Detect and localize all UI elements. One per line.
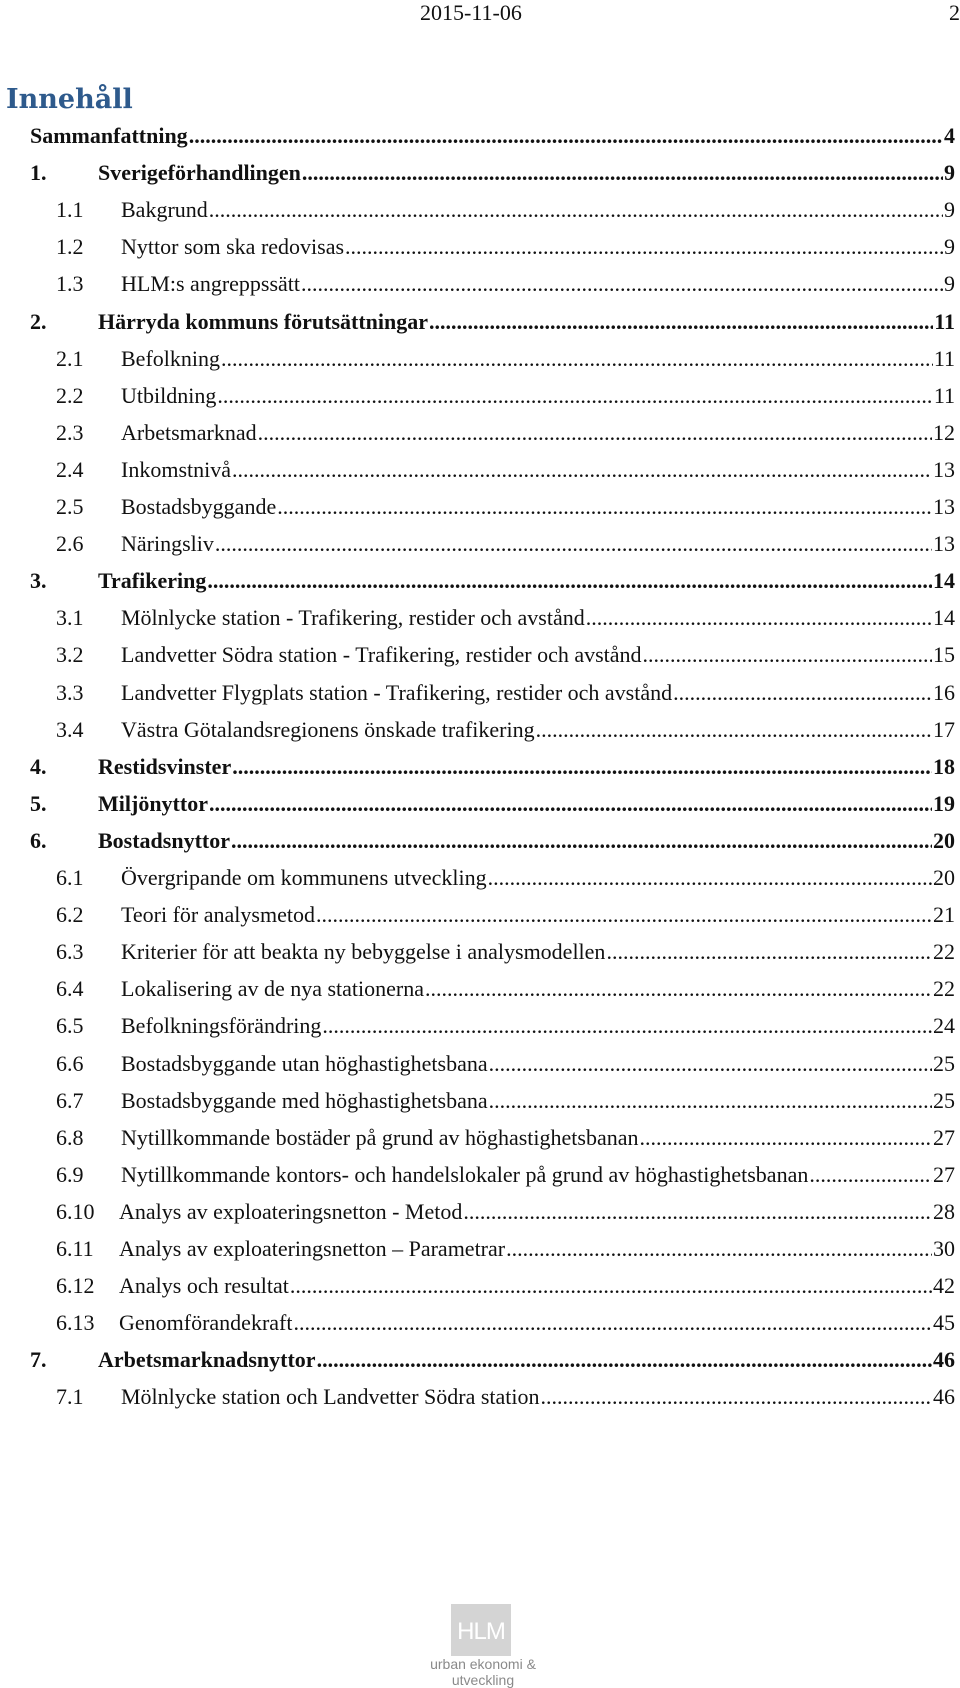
toc-entry-number: 1.2 xyxy=(56,234,84,259)
toc-entry-title: Nytillkommande bostäder på grund av höghastighetsbanan xyxy=(121,1125,639,1150)
toc-dot-leader xyxy=(209,790,932,818)
toc-entry-line xyxy=(121,1124,955,1152)
toc-entry-line xyxy=(121,456,955,484)
toc-entry-title: Arbetsmarknad xyxy=(121,420,257,445)
toc-dot-leader xyxy=(322,1012,932,1040)
toc-entry-title: Restidsvinster xyxy=(98,754,232,779)
toc-entry-page: 20 xyxy=(933,865,955,890)
toc-entry-page: 45 xyxy=(933,1310,955,1335)
toc-entry[interactable] xyxy=(0,864,960,892)
toc-entry-number: 3.2 xyxy=(56,642,84,667)
toc-entry-page: 9 xyxy=(944,197,955,222)
toc-entry-number: 6.8 xyxy=(56,1125,84,1150)
toc-entry-title: Analys av exploateringsnetton – Parametrar xyxy=(119,1236,506,1261)
toc-entry[interactable] xyxy=(0,604,960,632)
toc-entry-line xyxy=(121,938,955,966)
toc-entry-title: Analys av exploateringsnetton - Metod xyxy=(119,1199,463,1224)
toc-dot-leader xyxy=(231,827,932,855)
toc-dot-leader xyxy=(277,493,932,521)
toc-entry-line xyxy=(98,790,955,818)
toc-entry-page: 18 xyxy=(933,754,955,779)
toc-entry-title: Nytillkommande kontors- och handelslokaler på grund av höghastighetsbanan xyxy=(121,1162,809,1187)
toc-entry-page: 16 xyxy=(933,680,955,705)
toc-entry-title: Miljönyttor xyxy=(98,791,208,816)
toc-entry-title: Utbildning xyxy=(121,383,217,408)
toc-entry-page: 11 xyxy=(934,309,955,334)
toc-entry[interactable] xyxy=(0,122,960,150)
toc-entry-title: Befolkning xyxy=(121,346,220,371)
toc-entry-page: 13 xyxy=(933,531,955,556)
toc-entry-number: 7.1 xyxy=(56,1384,84,1409)
toc-entry-line xyxy=(98,827,955,855)
toc-dot-leader xyxy=(429,308,933,336)
toc-entry-number: 2. xyxy=(30,309,47,334)
toc-dot-leader xyxy=(221,345,933,373)
toc-dot-leader xyxy=(215,530,932,558)
toc-entry-line xyxy=(121,641,955,669)
toc-entry-line xyxy=(121,901,955,929)
toc-entry-line xyxy=(121,493,955,521)
toc-dot-leader xyxy=(586,604,932,632)
toc-entry-title: Befolkningsförändring xyxy=(121,1013,322,1038)
toc-entry-line xyxy=(121,604,955,632)
toc-entry-title: Mölnlycke station och Landvetter Södra station xyxy=(121,1384,540,1409)
toc-entry-number: 6. xyxy=(30,828,47,853)
toc-entry-number: 6.7 xyxy=(56,1088,84,1113)
toc-entry-number: 2.2 xyxy=(56,383,84,408)
toc-entry-title: Landvetter Södra station - Trafikering, restider och avstånd xyxy=(121,642,642,667)
toc-entry[interactable] xyxy=(0,1161,960,1189)
toc-entry-page: 17 xyxy=(933,717,955,742)
toc-entry-page: 46 xyxy=(933,1347,955,1372)
toc-entry-line xyxy=(121,419,955,447)
toc-entry[interactable] xyxy=(0,1309,960,1337)
toc-entry-page: 30 xyxy=(933,1236,955,1261)
toc-entry-number: 6.9 xyxy=(56,1162,84,1187)
toc-dot-leader xyxy=(189,122,943,150)
toc-entry[interactable] xyxy=(0,1346,960,1374)
toc-dot-leader xyxy=(536,716,932,744)
toc-dot-leader xyxy=(302,159,943,187)
toc-entry-title: Analys och resultat xyxy=(119,1273,289,1298)
toc-entry[interactable] xyxy=(0,1012,960,1040)
toc-entry-page: 14 xyxy=(933,568,955,593)
toc-entry[interactable] xyxy=(0,159,960,187)
toc-entry-title: Bakgrund xyxy=(121,197,208,222)
toc-entry-number: 2.6 xyxy=(56,531,84,556)
toc-entry-page: 42 xyxy=(933,1273,955,1298)
toc-entry-title: Sammanfattning xyxy=(30,123,188,148)
toc-entry[interactable] xyxy=(0,827,960,855)
toc-entry[interactable] xyxy=(0,1383,960,1411)
toc-entry-title: Mölnlycke station - Trafikering, restider och avstånd xyxy=(121,605,585,630)
toc-entry[interactable] xyxy=(0,382,960,410)
toc-dot-leader xyxy=(643,641,932,669)
logo-tagline: urban ekonomi & utveckling xyxy=(430,1656,536,1688)
toc-entry-line xyxy=(121,270,955,298)
toc-heading: Innehåll xyxy=(6,84,133,115)
toc-entry-number: 6.2 xyxy=(56,902,84,927)
header-page-number: 2 xyxy=(949,0,960,25)
toc-entry[interactable] xyxy=(0,270,960,298)
toc-entry-title: Övergripande om kommunens utveckling xyxy=(121,865,487,890)
toc-entry-line xyxy=(121,975,955,1003)
toc-entry-page: 4 xyxy=(944,123,955,148)
toc-entry-line xyxy=(98,753,955,781)
toc-entry[interactable] xyxy=(0,938,960,966)
toc-entry-line xyxy=(121,679,955,707)
toc-dot-leader xyxy=(345,233,943,261)
toc-entry-page: 9 xyxy=(944,160,955,185)
toc-dot-leader xyxy=(489,1050,932,1078)
toc-dot-leader xyxy=(489,1087,932,1115)
toc-entry-title: Bostadsbyggande utan höghastighetsbana xyxy=(121,1051,488,1076)
toc-entry-line xyxy=(121,864,955,892)
toc-entry-line xyxy=(121,1087,955,1115)
toc-entry[interactable] xyxy=(0,456,960,484)
toc-entry-line xyxy=(119,1272,955,1300)
toc-entry-line xyxy=(30,122,955,150)
toc-entry[interactable] xyxy=(0,1050,960,1078)
toc-entry-line xyxy=(121,1161,955,1189)
toc-entry[interactable] xyxy=(0,1272,960,1300)
toc-dot-leader xyxy=(293,1309,932,1337)
toc-entry[interactable] xyxy=(0,567,960,595)
toc-entry-line xyxy=(121,233,955,261)
toc-entry-line xyxy=(121,1050,955,1078)
toc-entry-line xyxy=(121,1012,955,1040)
toc-entry[interactable] xyxy=(0,530,960,558)
toc-entry-title: Näringsliv xyxy=(121,531,214,556)
toc-entry-number: 6.10 xyxy=(56,1199,95,1224)
toc-entry-line xyxy=(121,1383,955,1411)
toc-entry-line xyxy=(119,1309,955,1337)
toc-entry-number: 3. xyxy=(30,568,47,593)
toc-entry-page: 25 xyxy=(933,1088,955,1113)
toc-entry-page: 27 xyxy=(933,1125,955,1150)
toc-entry[interactable] xyxy=(0,1235,960,1263)
toc-entry[interactable] xyxy=(0,901,960,929)
toc-entry-line xyxy=(121,382,955,410)
toc-entry-number: 7. xyxy=(30,1347,47,1372)
toc-dot-leader xyxy=(425,975,932,1003)
hlm-logo xyxy=(399,1604,567,1688)
toc-entry-page: 19 xyxy=(933,791,955,816)
toc-entry-page: 12 xyxy=(933,420,955,445)
toc-dot-leader xyxy=(207,567,932,595)
toc-entry-number: 3.1 xyxy=(56,605,84,630)
toc-entry-title: Inkomstnivå xyxy=(121,457,231,482)
toc-entry-line xyxy=(119,1235,955,1263)
toc-entry[interactable] xyxy=(0,975,960,1003)
toc-entry-page: 24 xyxy=(933,1013,955,1038)
toc-entry[interactable] xyxy=(0,308,960,336)
toc-entry-page: 13 xyxy=(933,457,955,482)
toc-entry-page: 9 xyxy=(944,271,955,296)
toc-entry-page: 9 xyxy=(944,234,955,259)
toc-dot-leader xyxy=(232,753,932,781)
toc-entry-line xyxy=(98,308,955,336)
toc-entry-number: 2.5 xyxy=(56,494,84,519)
toc-entry-number: 6.13 xyxy=(56,1310,95,1335)
toc-entry-title: Bostadsbyggande xyxy=(121,494,277,519)
toc-entry[interactable] xyxy=(0,419,960,447)
toc-entry-number: 6.3 xyxy=(56,939,84,964)
toc-entry-number: 3.4 xyxy=(56,717,84,742)
toc-entry-title: Nyttor som ska redovisas xyxy=(121,234,345,259)
toc-entry-title: Bostadsnyttor xyxy=(98,828,231,853)
toc-entry-line xyxy=(121,716,955,744)
toc-entry-page: 11 xyxy=(933,383,955,408)
toc-dot-leader xyxy=(673,679,932,707)
toc-dot-leader xyxy=(541,1383,932,1411)
toc-entry-title: Kriterier för att beakta ny bebyggelse i analysmodellen xyxy=(121,939,606,964)
toc-entry-page: 14 xyxy=(933,605,955,630)
toc-dot-leader xyxy=(809,1161,932,1189)
toc-entry[interactable] xyxy=(0,493,960,521)
toc-entry[interactable] xyxy=(0,716,960,744)
toc-dot-leader xyxy=(232,456,932,484)
toc-entry-title: Bostadsbyggande med höghastighetsbana xyxy=(121,1088,488,1113)
toc-entry-title: HLM:s angreppssätt xyxy=(121,271,301,296)
logo-mark: HLM xyxy=(457,1618,505,1645)
toc-dot-leader xyxy=(217,382,932,410)
toc-entry-page: 21 xyxy=(933,902,955,927)
toc-entry[interactable] xyxy=(0,196,960,224)
toc-entry-title: Trafikering xyxy=(98,568,207,593)
toc-entry-number: 6.11 xyxy=(56,1236,94,1261)
toc-entry-number: 3.3 xyxy=(56,680,84,705)
toc-entry-page: 22 xyxy=(933,939,955,964)
toc-entry-number: 6.12 xyxy=(56,1273,95,1298)
toc-dot-leader xyxy=(301,270,943,298)
toc-entry-number: 6.1 xyxy=(56,865,84,890)
toc-dot-leader xyxy=(606,938,932,966)
toc-entry-page: 28 xyxy=(933,1199,955,1224)
toc-entry-page: 46 xyxy=(933,1384,955,1409)
toc-entry-line xyxy=(98,159,955,187)
toc-dot-leader xyxy=(290,1272,932,1300)
toc-entry[interactable] xyxy=(0,753,960,781)
toc-dot-leader xyxy=(316,901,932,929)
toc-dot-leader xyxy=(258,419,932,447)
toc-entry-number: 6.5 xyxy=(56,1013,84,1038)
toc-entry-number: 1.3 xyxy=(56,271,84,296)
toc-entry-title: Teori för analysmetod xyxy=(121,902,315,927)
toc-entry-number: 2.3 xyxy=(56,420,84,445)
toc-entry-page: 11 xyxy=(933,346,955,371)
toc-entry[interactable] xyxy=(0,233,960,261)
toc-entry-title: Härryda kommuns förutsättningar xyxy=(98,309,429,334)
toc-entry-number: 2.4 xyxy=(56,457,84,482)
toc-entry-line xyxy=(121,530,955,558)
toc-dot-leader xyxy=(209,196,943,224)
toc-entry-number: 2.1 xyxy=(56,346,84,371)
toc-entry-page: 20 xyxy=(933,828,955,853)
toc-dot-leader xyxy=(317,1346,932,1374)
toc-entry[interactable] xyxy=(0,1124,960,1152)
toc-entry-page: 27 xyxy=(933,1162,955,1187)
toc-dot-leader xyxy=(506,1235,932,1263)
toc-entry[interactable] xyxy=(0,1087,960,1115)
toc-entry-title: Västra Götalandsregionens önskade trafikering xyxy=(121,717,535,742)
toc-entry-page: 22 xyxy=(933,976,955,1001)
toc-entry[interactable] xyxy=(0,641,960,669)
toc-entry-line xyxy=(98,567,955,595)
toc-entry-line xyxy=(98,1346,955,1374)
toc-dot-leader xyxy=(640,1124,933,1152)
toc-entry-number: 6.6 xyxy=(56,1051,84,1076)
toc-entry-title: Landvetter Flygplats station - Trafikering, restider och avstånd xyxy=(121,680,673,705)
toc-dot-leader xyxy=(463,1198,932,1226)
toc-entry[interactable] xyxy=(0,679,960,707)
toc-entry[interactable] xyxy=(0,1198,960,1226)
toc-entry-number: 1. xyxy=(30,160,47,185)
toc-entry-title: Sverigeförhandlingen xyxy=(98,160,301,185)
toc-entry-page: 15 xyxy=(933,642,955,667)
toc-entry-line xyxy=(121,345,955,373)
header-date: 2015-11-06 xyxy=(420,0,522,25)
toc-entry-line xyxy=(119,1198,955,1226)
toc-entry-number: 4. xyxy=(30,754,47,779)
toc-entry-page: 13 xyxy=(933,494,955,519)
toc-entry-number: 6.4 xyxy=(56,976,84,1001)
toc-entry[interactable] xyxy=(0,345,960,373)
toc-entry-line xyxy=(121,196,955,224)
toc-entry-number: 5. xyxy=(30,791,47,816)
toc-entry-title: Genomförandekraft xyxy=(119,1310,293,1335)
toc-entry-title: Lokalisering av de nya stationerna xyxy=(121,976,425,1001)
toc-entry-number: 1.1 xyxy=(56,197,84,222)
toc-entry-title: Arbetsmarknadsnyttor xyxy=(98,1347,316,1372)
toc-entry[interactable] xyxy=(0,790,960,818)
toc-dot-leader xyxy=(488,864,932,892)
toc-entry-page: 25 xyxy=(933,1051,955,1076)
